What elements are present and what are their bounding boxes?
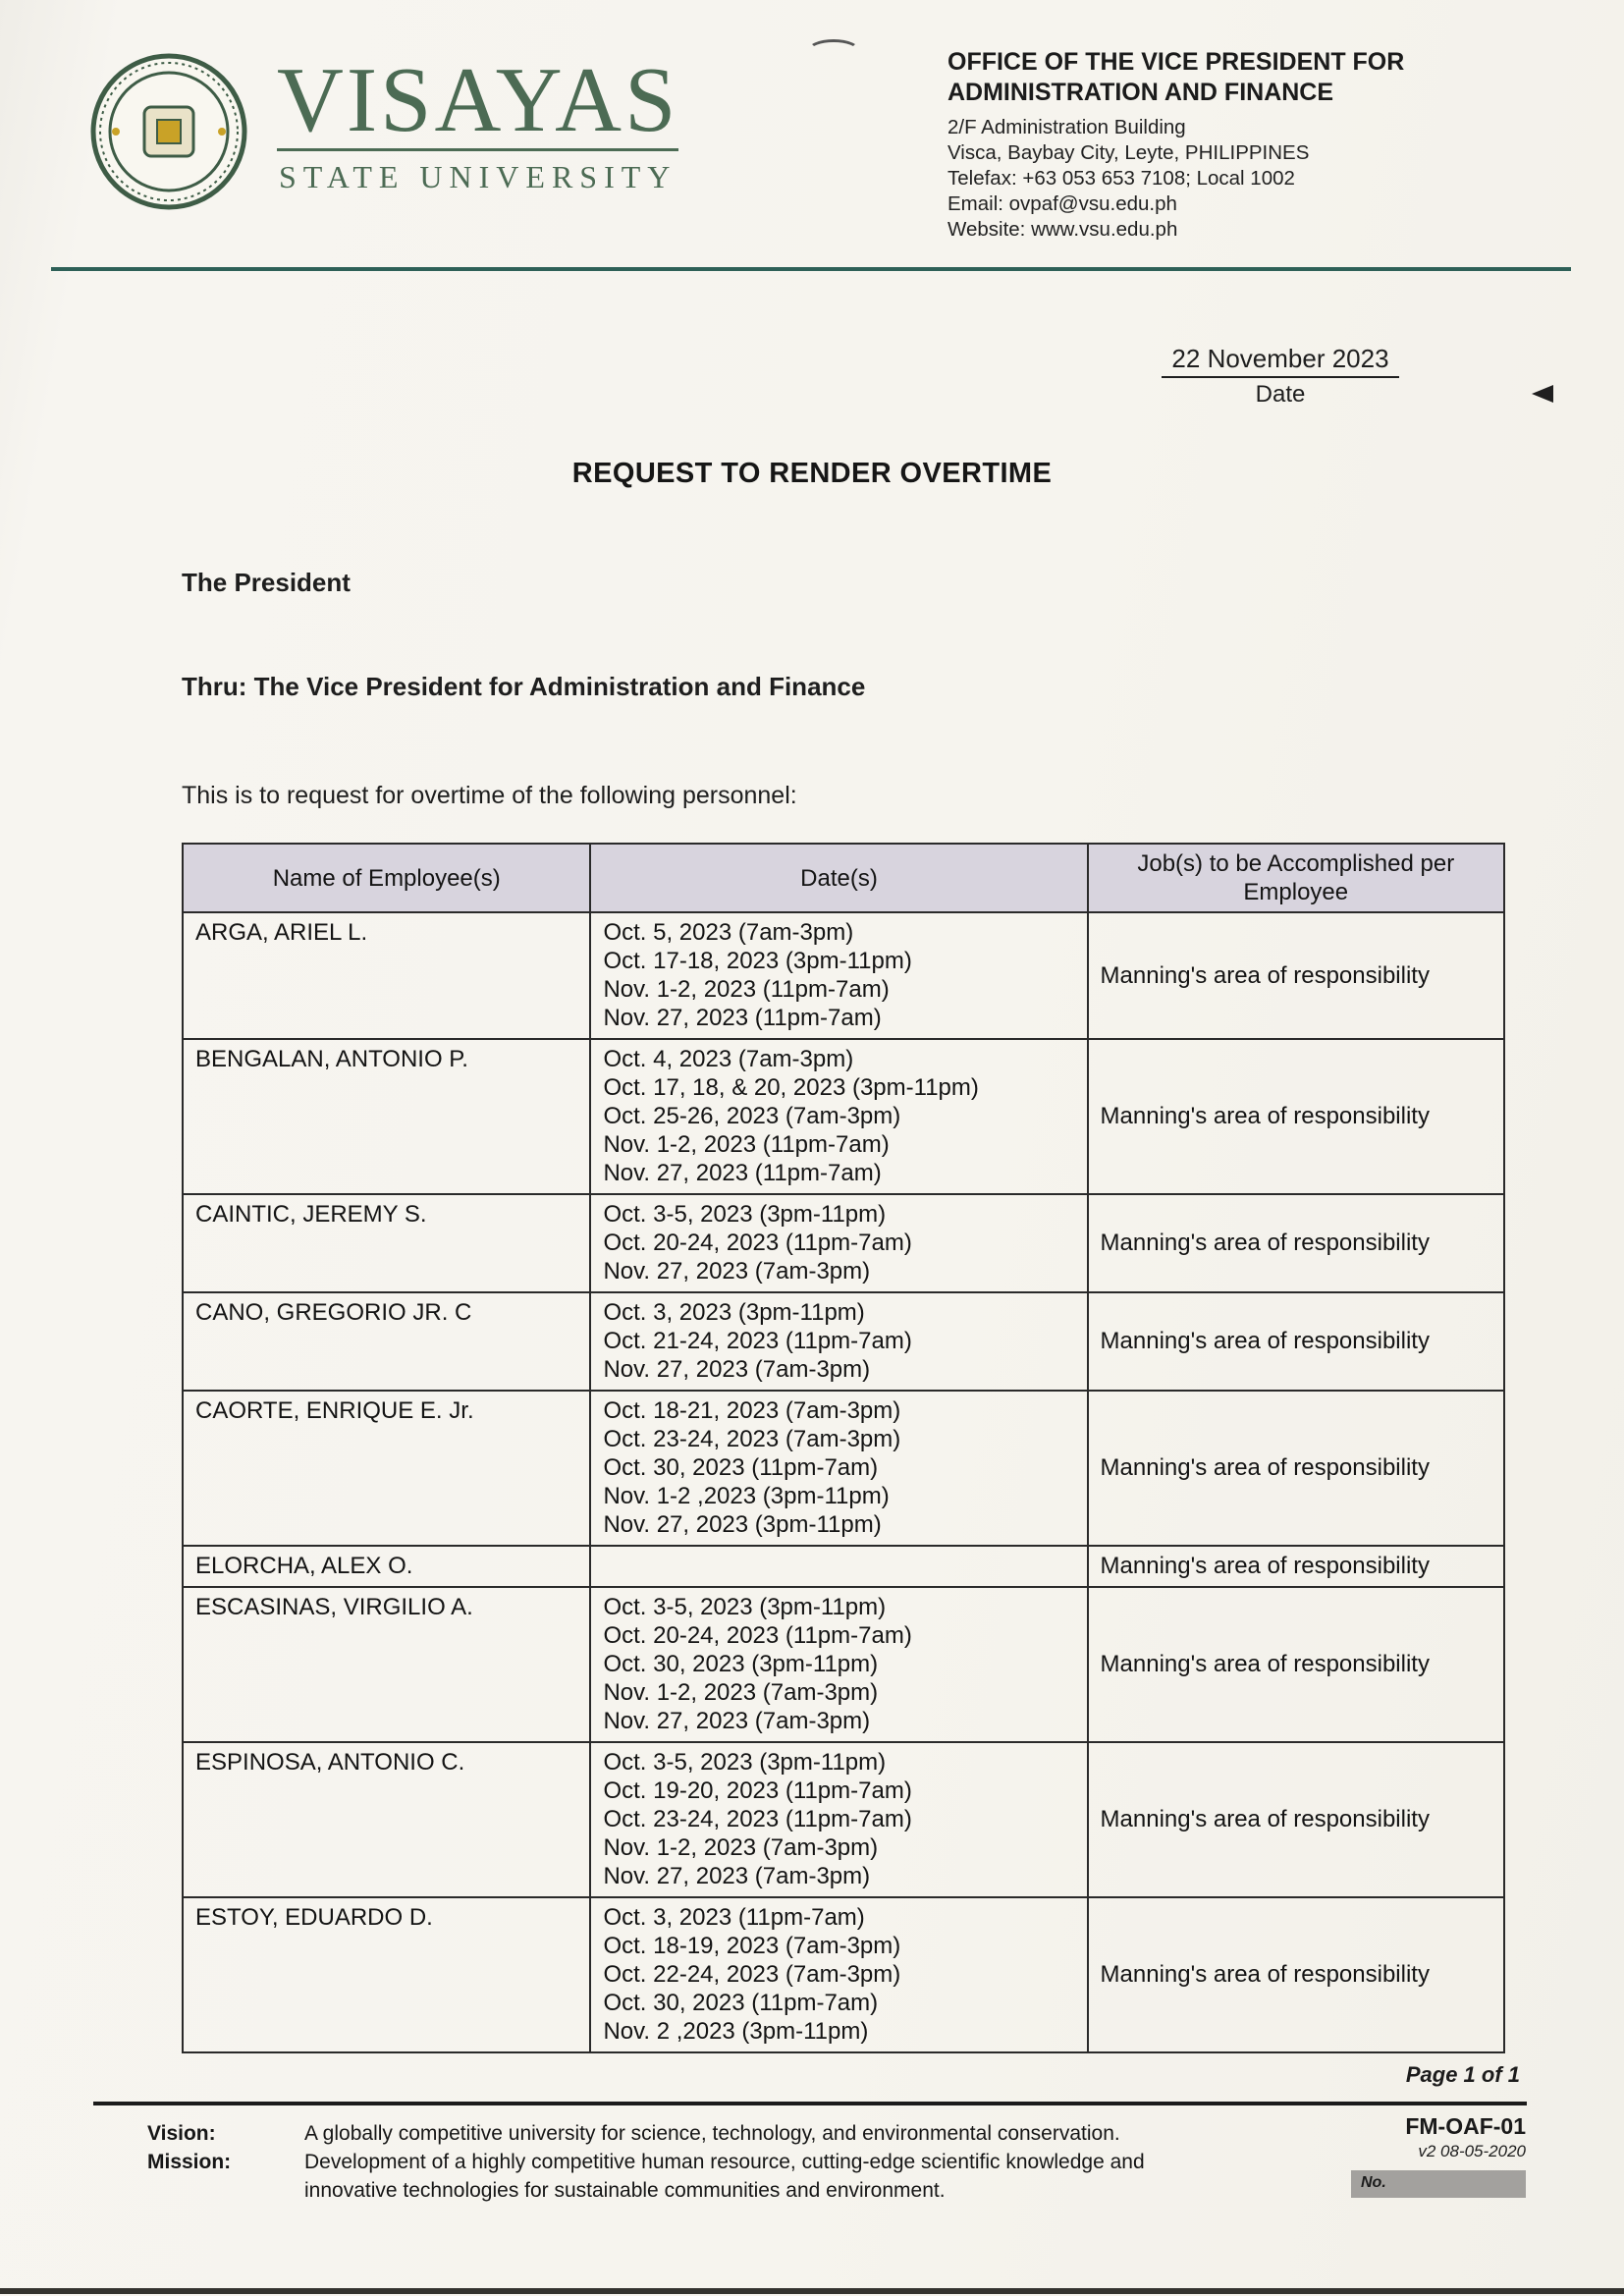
dates-cell [590, 1742, 1087, 1897]
date-line: Oct. 20-24, 2023 (11pm-7am) [603, 1622, 912, 1649]
dates-cell [590, 1292, 1087, 1391]
form-number-box: No. [1351, 2170, 1526, 2198]
date-line: Oct. 23-24, 2023 (7am-3pm) [603, 1426, 901, 1452]
date-line: Oct. 3, 2023 (3pm-11pm) [603, 1299, 865, 1326]
date-line: Oct. 21-24, 2023 (11pm-7am) [603, 1328, 912, 1354]
scan-bottom-edge [0, 2288, 1624, 2294]
dates-cell [590, 1897, 1087, 2052]
office-address-line: 2/F Administration Building [947, 116, 1186, 138]
date-line: Oct. 20-24, 2023 (11pm-7am) [603, 1230, 912, 1256]
university-name: VISAYAS [277, 49, 679, 151]
office-website-line: Website: www.vsu.edu.ph [947, 218, 1178, 241]
employee-name-cell: ESPINOSA, ANTONIO C. [183, 1742, 590, 1897]
date-line: Nov. 27, 2023 (7am-3pm) [603, 1258, 871, 1285]
date-line: Oct. 22-24, 2023 (7am-3pm) [603, 1961, 901, 1988]
date-value: 22 November 2023 [1162, 344, 1398, 378]
date-line: Oct. 5, 2023 (7am-3pm) [603, 919, 854, 946]
job-cell: Manning's area of responsibility [1088, 1897, 1504, 2052]
date-line: Nov. 27, 2023 (11pm-7am) [603, 1160, 882, 1186]
office-address-line: Visca, Baybay City, Leyte, PHILIPPINES [947, 141, 1310, 164]
dates-cell [590, 1546, 1087, 1587]
table-row [183, 912, 1504, 1039]
university-wordmark [277, 49, 679, 195]
university-seal-logo [88, 51, 250, 218]
date-line: Nov. 1-2, 2023 (7am-3pm) [603, 1679, 879, 1706]
date-line: Nov. 27, 2023 (7am-3pm) [603, 1356, 871, 1383]
form-code: FM-OAF-01 [1405, 2113, 1526, 2139]
date-line: Nov. 27, 2023 (7am-3pm) [603, 1863, 871, 1889]
page-number-note: Page 1 of 1 [1405, 2062, 1520, 2087]
date-line: Oct. 19-20, 2023 (11pm-7am) [603, 1777, 912, 1804]
table-body [183, 912, 1504, 2052]
table-row [183, 1391, 1504, 1546]
employee-name-cell: BENGALAN, ANTONIO P. [183, 1039, 590, 1194]
date-line: Oct. 18-21, 2023 (7am-3pm) [603, 1397, 901, 1424]
date-line: Oct. 3-5, 2023 (3pm-11pm) [603, 1201, 887, 1228]
date-line: Oct. 17-18, 2023 (3pm-11pm) [603, 948, 912, 974]
date-line: Oct. 30, 2023 (3pm-11pm) [603, 1651, 879, 1677]
table-row [183, 1194, 1504, 1292]
date-block [1108, 344, 1453, 409]
employee-name-cell: ESTOY, EDUARDO D. [183, 1897, 590, 2052]
job-cell: Manning's area of responsibility [1088, 912, 1504, 1039]
job-cell: Manning's area of responsibility [1088, 1039, 1504, 1194]
office-title-line2: ADMINISTRATION AND FINANCE [947, 79, 1334, 106]
date-line: Nov. 27, 2023 (3pm-11pm) [603, 1511, 882, 1538]
office-title-line1: OFFICE OF THE VICE PRESIDENT FOR [947, 48, 1405, 76]
office-email-line: Email: ovpaf@vsu.edu.ph [947, 192, 1177, 215]
date-line: Nov. 1-2, 2023 (7am-3pm) [603, 1834, 879, 1861]
mission-text: Development of a highly competitive human resource, cutting-edge scientific knowledge and innovative technologies for sustainable communities and environment. [304, 2151, 1145, 2202]
date-line: Oct. 3-5, 2023 (3pm-11pm) [603, 1749, 887, 1776]
employee-name-cell: ESCASINAS, VIRGILIO A. [183, 1587, 590, 1742]
thru-line: Thru: The Vice President for Administration and Finance [182, 672, 866, 701]
employee-name-cell: ARGA, ARIEL L. [183, 912, 590, 1039]
office-telefax-line: Telefax: +63 053 653 7108; Local 1002 [947, 167, 1295, 190]
job-cell: Manning's area of responsibility [1088, 1587, 1504, 1742]
table-header-row [183, 844, 1504, 912]
office-address-block [947, 47, 1537, 243]
employee-name-cell: CAORTE, ENRIQUE E. Jr. [183, 1391, 590, 1546]
table-row [183, 1897, 1504, 2052]
date-line: Oct. 18-19, 2023 (7am-3pm) [603, 1933, 901, 1959]
scan-mark-arc [807, 39, 860, 63]
column-header-dates: Date(s) [590, 844, 1087, 912]
date-line: Oct. 25-26, 2023 (7am-3pm) [603, 1103, 901, 1129]
job-cell: Manning's area of responsibility [1088, 1292, 1504, 1391]
employee-name-cell: CAINTIC, JEREMY S. [183, 1194, 590, 1292]
university-subtitle: STATE UNIVERSITY [277, 148, 678, 195]
vision-text: A globally competitive university for science, technology, and environmental conservation. [304, 2122, 1120, 2145]
column-header-jobs: Job(s) to be Accomplished per Employee [1088, 844, 1504, 912]
date-line: Nov. 27, 2023 (11pm-7am) [603, 1005, 882, 1031]
table-row [183, 1546, 1504, 1587]
footer-divider-rule [93, 2102, 1527, 2105]
date-line: Oct. 17, 18, & 20, 2023 (3pm-11pm) [603, 1074, 979, 1101]
letterhead-divider-rule [51, 267, 1571, 271]
date-line: Nov. 1-2 ,2023 (3pm-11pm) [603, 1483, 890, 1509]
job-cell: Manning's area of responsibility [1088, 1546, 1504, 1587]
job-cell: Manning's area of responsibility [1088, 1391, 1504, 1546]
date-line: Oct. 30, 2023 (11pm-7am) [603, 1454, 879, 1481]
mission-label: Mission: [147, 2151, 232, 2173]
intro-line: This is to request for overtime of the following personnel: [182, 782, 797, 809]
table-row [183, 1039, 1504, 1194]
document-title: REQUEST TO RENDER OVERTIME [571, 458, 1053, 489]
dates-cell [590, 1039, 1087, 1194]
vision-label: Vision: [147, 2122, 216, 2145]
job-cell: Manning's area of responsibility [1088, 1742, 1504, 1897]
table-row [183, 1292, 1504, 1391]
dates-cell [590, 1391, 1087, 1546]
employee-name-cell: CANO, GREGORIO JR. C [183, 1292, 590, 1391]
employee-name-cell: ELORCHA, ALEX O. [183, 1546, 590, 1587]
date-line: Nov. 27, 2023 (7am-3pm) [603, 1708, 871, 1734]
table-row [183, 1587, 1504, 1742]
date-line: Nov. 1-2, 2023 (11pm-7am) [603, 976, 890, 1003]
date-label: Date [1255, 381, 1306, 408]
date-line: Oct. 30, 2023 (11pm-7am) [603, 1990, 879, 2016]
vision-mission-block [147, 2119, 1178, 2205]
seal-graphic [88, 51, 250, 213]
date-line: Oct. 4, 2023 (7am-3pm) [603, 1046, 854, 1072]
scan-mark-arrow [1532, 385, 1553, 403]
addressee-line: The President [182, 568, 351, 597]
date-line: Nov. 2 ,2023 (3pm-11pm) [603, 2018, 869, 2045]
date-line: Oct. 3, 2023 (11pm-7am) [603, 1904, 865, 1931]
dates-cell [590, 912, 1087, 1039]
column-header-employee-name: Name of Employee(s) [183, 844, 590, 912]
job-cell: Manning's area of responsibility [1088, 1194, 1504, 1292]
dates-cell [590, 1587, 1087, 1742]
dates-cell [590, 1194, 1087, 1292]
form-version: v2 08-05-2020 [1418, 2142, 1526, 2160]
date-line: Nov. 1-2, 2023 (11pm-7am) [603, 1131, 890, 1158]
table-row [183, 1742, 1504, 1897]
date-line: Oct. 23-24, 2023 (11pm-7am) [603, 1806, 912, 1832]
date-line: Oct. 3-5, 2023 (3pm-11pm) [603, 1594, 887, 1620]
overtime-table [182, 843, 1505, 2053]
form-meta-block [1290, 2113, 1526, 2198]
